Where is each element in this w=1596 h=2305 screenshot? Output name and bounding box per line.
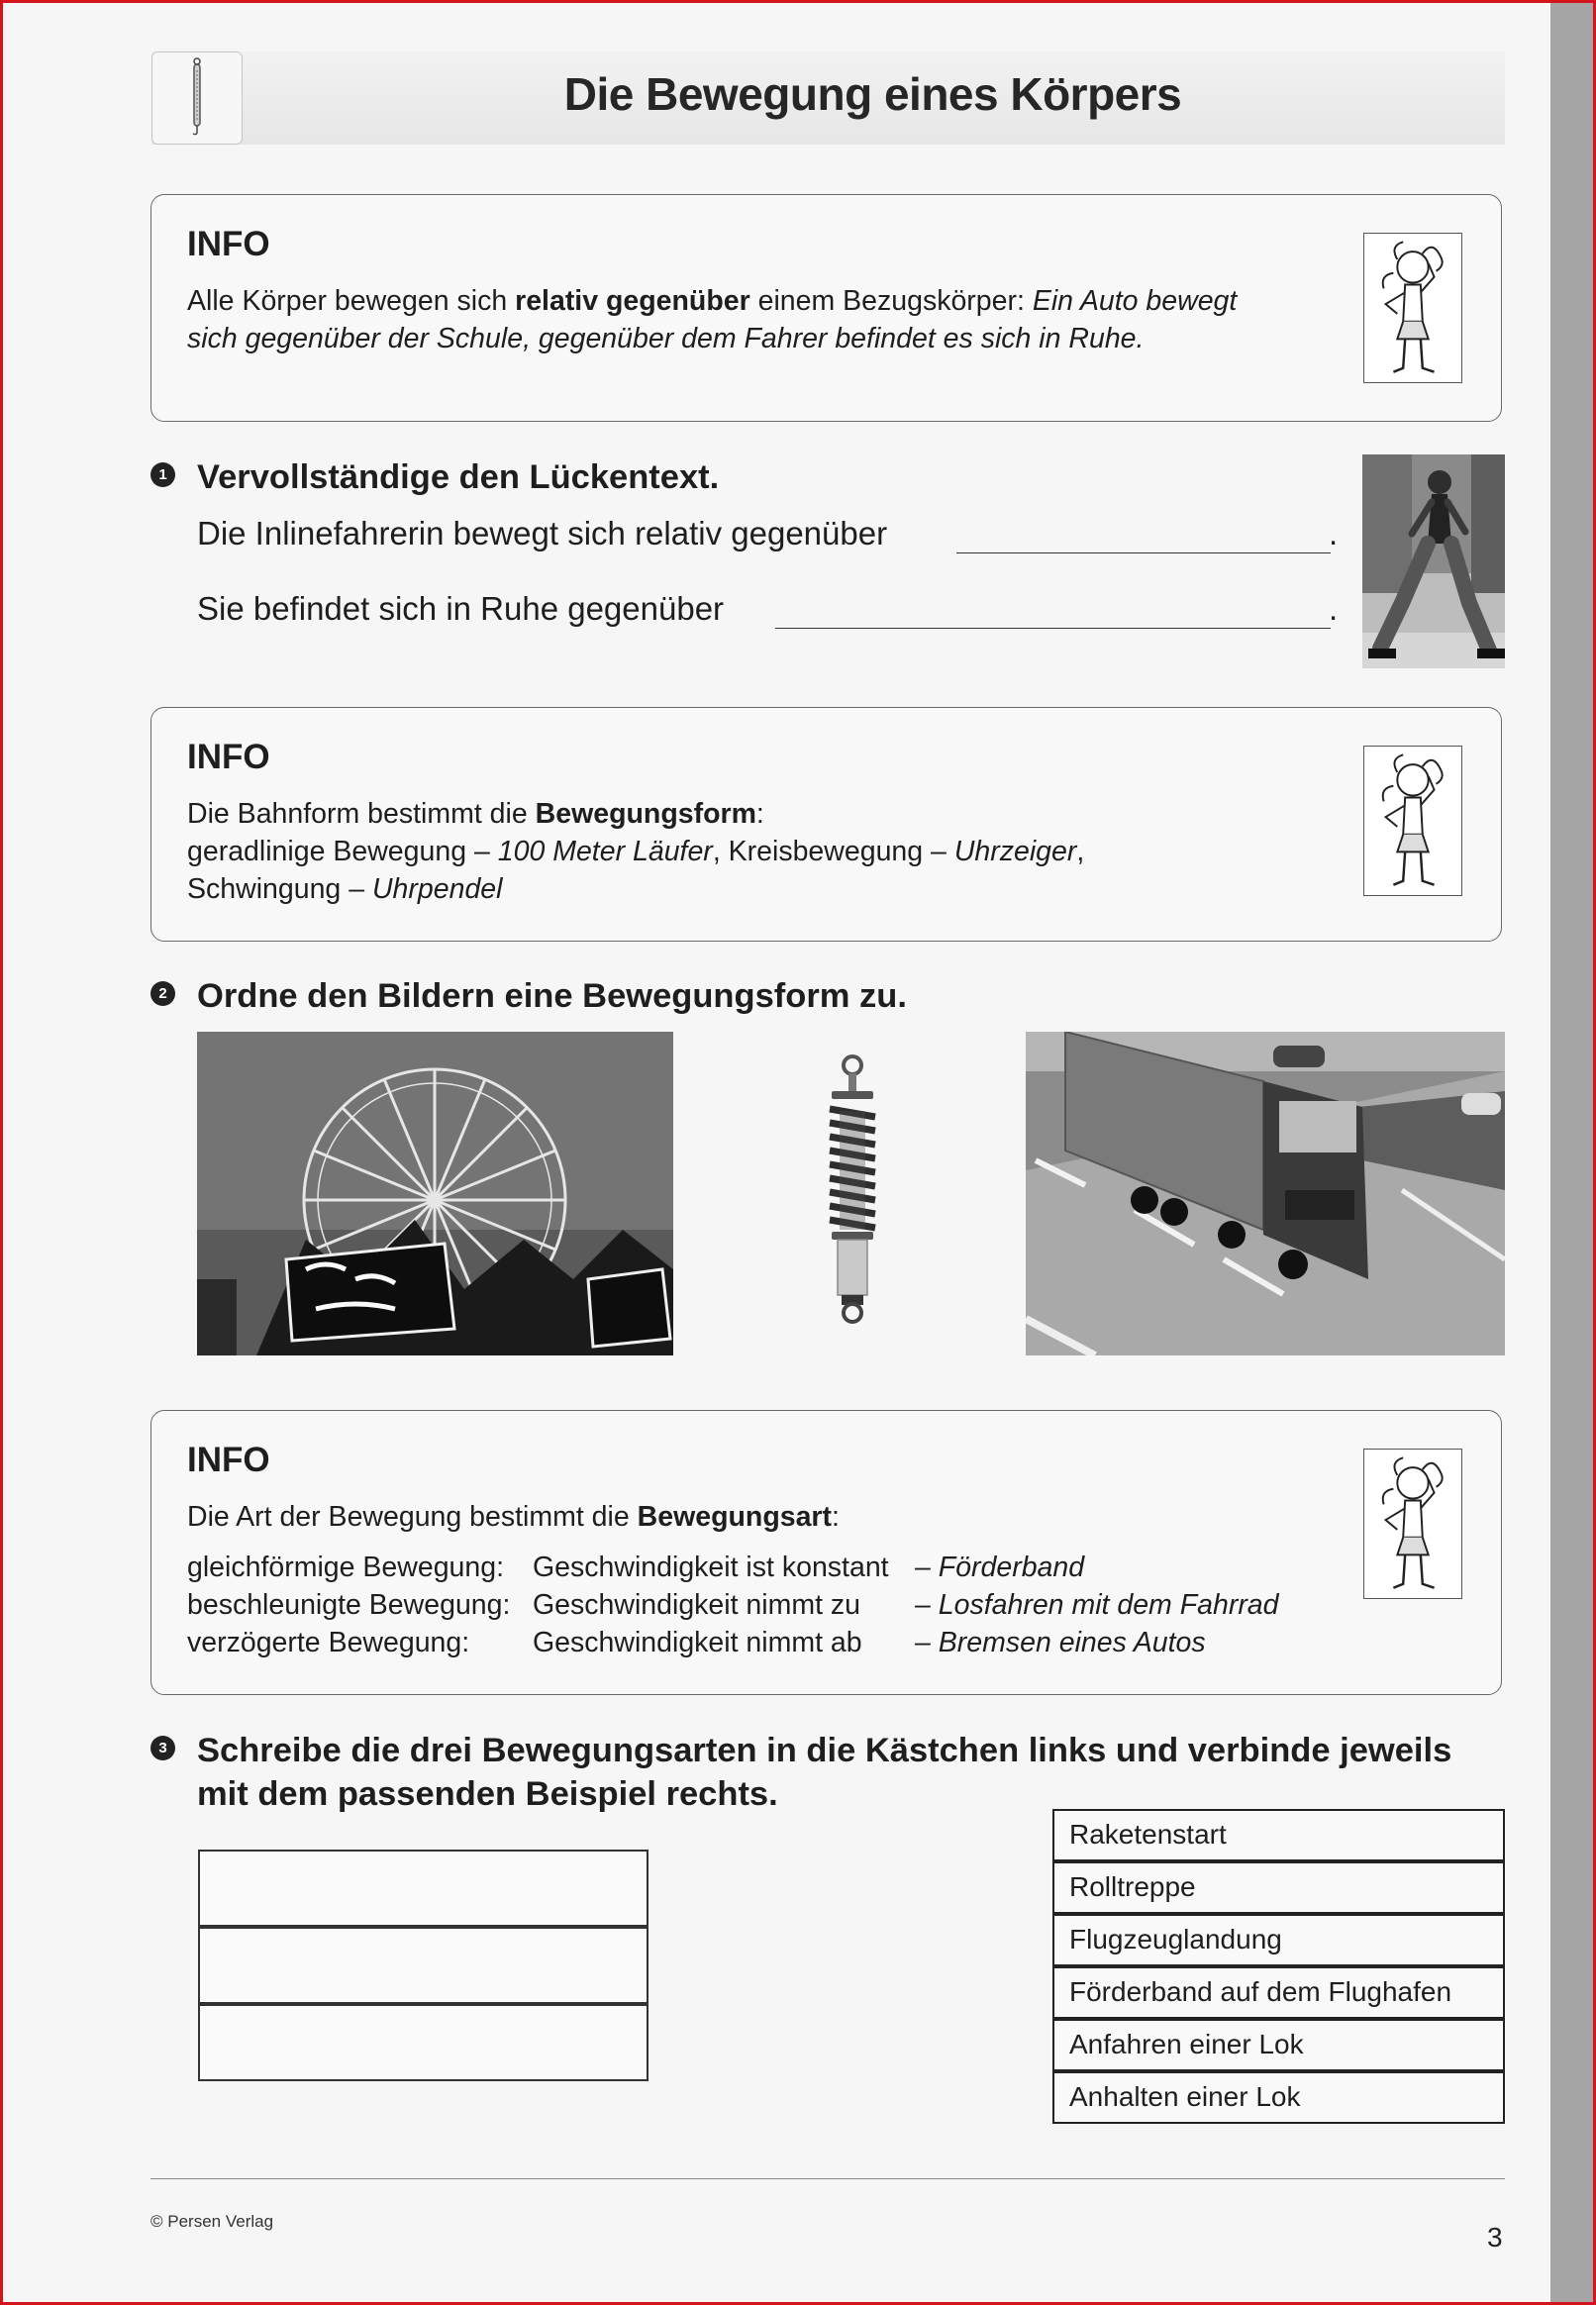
example-option[interactable]: Förderband auf dem Flughafen	[1052, 1966, 1505, 2019]
page-side-bar	[1550, 3, 1593, 2302]
example-option[interactable]: Anfahren einer Lok	[1052, 2019, 1505, 2071]
info-text-bold: Bewegungsart	[637, 1501, 833, 1533]
info-text-part: Die Art der Bewegung bestimmt die	[187, 1501, 638, 1533]
motion-type-label: gleichförmige Bewegung:	[187, 1552, 505, 1583]
inline-skater-photo	[1362, 454, 1505, 668]
girl-mascot-icon	[1363, 1449, 1462, 1599]
info-text	[187, 1498, 840, 1536]
ferris-wheel-photo	[197, 1032, 673, 1355]
task-title: Ordne den Bildern eine Bewegungsform zu.	[197, 977, 907, 1015]
info-text-italic: Ein Auto bewegt	[1032, 285, 1238, 317]
answer-box-1[interactable]	[198, 1850, 648, 1927]
girl-mascot-icon	[1363, 233, 1462, 383]
task-title-line-1: Schreibe die drei Bewegungsarten in die Kästchen links und verbinde jeweils	[197, 1732, 1452, 1769]
cloze-sentence-1: Die Inlinefahrerin bewegt sich relativ gegenüber	[197, 515, 888, 551]
example-option[interactable]: Flugzeuglandung	[1052, 1914, 1505, 1966]
info-text-part: einem Bezugskörper:	[749, 285, 1033, 317]
example-option[interactable]: Raketenstart	[1052, 1809, 1505, 1861]
info-text-bold: Bewegungsform	[535, 798, 756, 830]
task-number-badge: 1	[150, 462, 175, 487]
info-text-part: Alle Körper bewegen sich	[187, 285, 516, 317]
info-text-part: :	[832, 1501, 840, 1533]
info-box-motion-type	[150, 1410, 1502, 1695]
answer-box-2[interactable]	[198, 1927, 648, 2004]
page-title: Die Bewegung eines Körpers	[563, 68, 1182, 120]
motion-type-label: verzögerte Bewegung:	[187, 1627, 470, 1658]
footer-divider	[150, 2178, 1505, 2179]
task-title-line-2: mit dem passenden Beispiel rechts.	[197, 1775, 778, 1813]
truck-photo	[1026, 1032, 1505, 1355]
info-title: INFO	[187, 225, 270, 263]
blank-answer-line-2[interactable]	[775, 628, 1331, 629]
info-text-part: Schwingung –	[187, 873, 372, 905]
info-text-part: geradlinige Bewegung –	[187, 836, 498, 867]
info-text-part: , Kreisbewegung –	[712, 836, 954, 867]
sentence-period: .	[1329, 515, 1339, 551]
task-number-badge: 3	[150, 1736, 175, 1760]
shock-absorber-photo	[818, 1052, 887, 1327]
task-title: Vervollständige den Lückentext.	[197, 458, 720, 496]
info-text-bold: relativ gegenüber	[515, 285, 750, 317]
info-title: INFO	[187, 1441, 270, 1479]
motion-type-example: – Bremsen eines Autos	[915, 1627, 1206, 1658]
info-title: INFO	[187, 738, 270, 776]
info-box-motion-form	[150, 707, 1502, 942]
info-text-italic: sich gegenüber der Schule, gegenüber dem Fahrer befindet es sich in Ruhe.	[187, 323, 1145, 354]
info-text-part: Die Bahnform bestimmt die	[187, 798, 536, 830]
task-number-badge: 2	[150, 981, 175, 1006]
motion-type-description: Geschwindigkeit nimmt zu	[533, 1589, 861, 1621]
motion-type-example: – Losfahren mit dem Fahrrad	[915, 1589, 1279, 1621]
example-option[interactable]: Anhalten einer Lok	[1052, 2071, 1505, 2124]
info-box-relativity	[150, 194, 1502, 422]
info-text-part: ,	[1076, 836, 1085, 867]
example-option[interactable]: Rolltreppe	[1052, 1861, 1505, 1914]
motion-type-description: Geschwindigkeit ist konstant	[533, 1552, 889, 1583]
info-text-italic: Uhrpendel	[371, 873, 503, 905]
sentence-period: .	[1329, 590, 1339, 627]
info-text	[187, 282, 1237, 357]
info-text	[187, 795, 1084, 908]
copyright-notice: © Persen Verlag	[150, 2212, 274, 2231]
page-number: 3	[1487, 2222, 1503, 2253]
info-text-italic: Uhrzeiger	[953, 836, 1077, 867]
motion-type-description: Geschwindigkeit nimmt ab	[533, 1627, 862, 1658]
spring-scale-icon	[151, 51, 243, 145]
info-text-part: :	[755, 798, 764, 830]
blank-answer-line-1[interactable]	[956, 552, 1331, 553]
info-text-italic: 100 Meter Läufer	[497, 836, 713, 867]
motion-type-label: beschleunigte Bewegung:	[187, 1589, 511, 1621]
header-bar	[151, 51, 1505, 145]
motion-type-example: – Förderband	[915, 1552, 1085, 1583]
cloze-sentence-2: Sie befindet sich in Ruhe gegenüber	[197, 590, 725, 627]
answer-box-3[interactable]	[198, 2004, 648, 2081]
girl-mascot-icon	[1363, 746, 1462, 896]
